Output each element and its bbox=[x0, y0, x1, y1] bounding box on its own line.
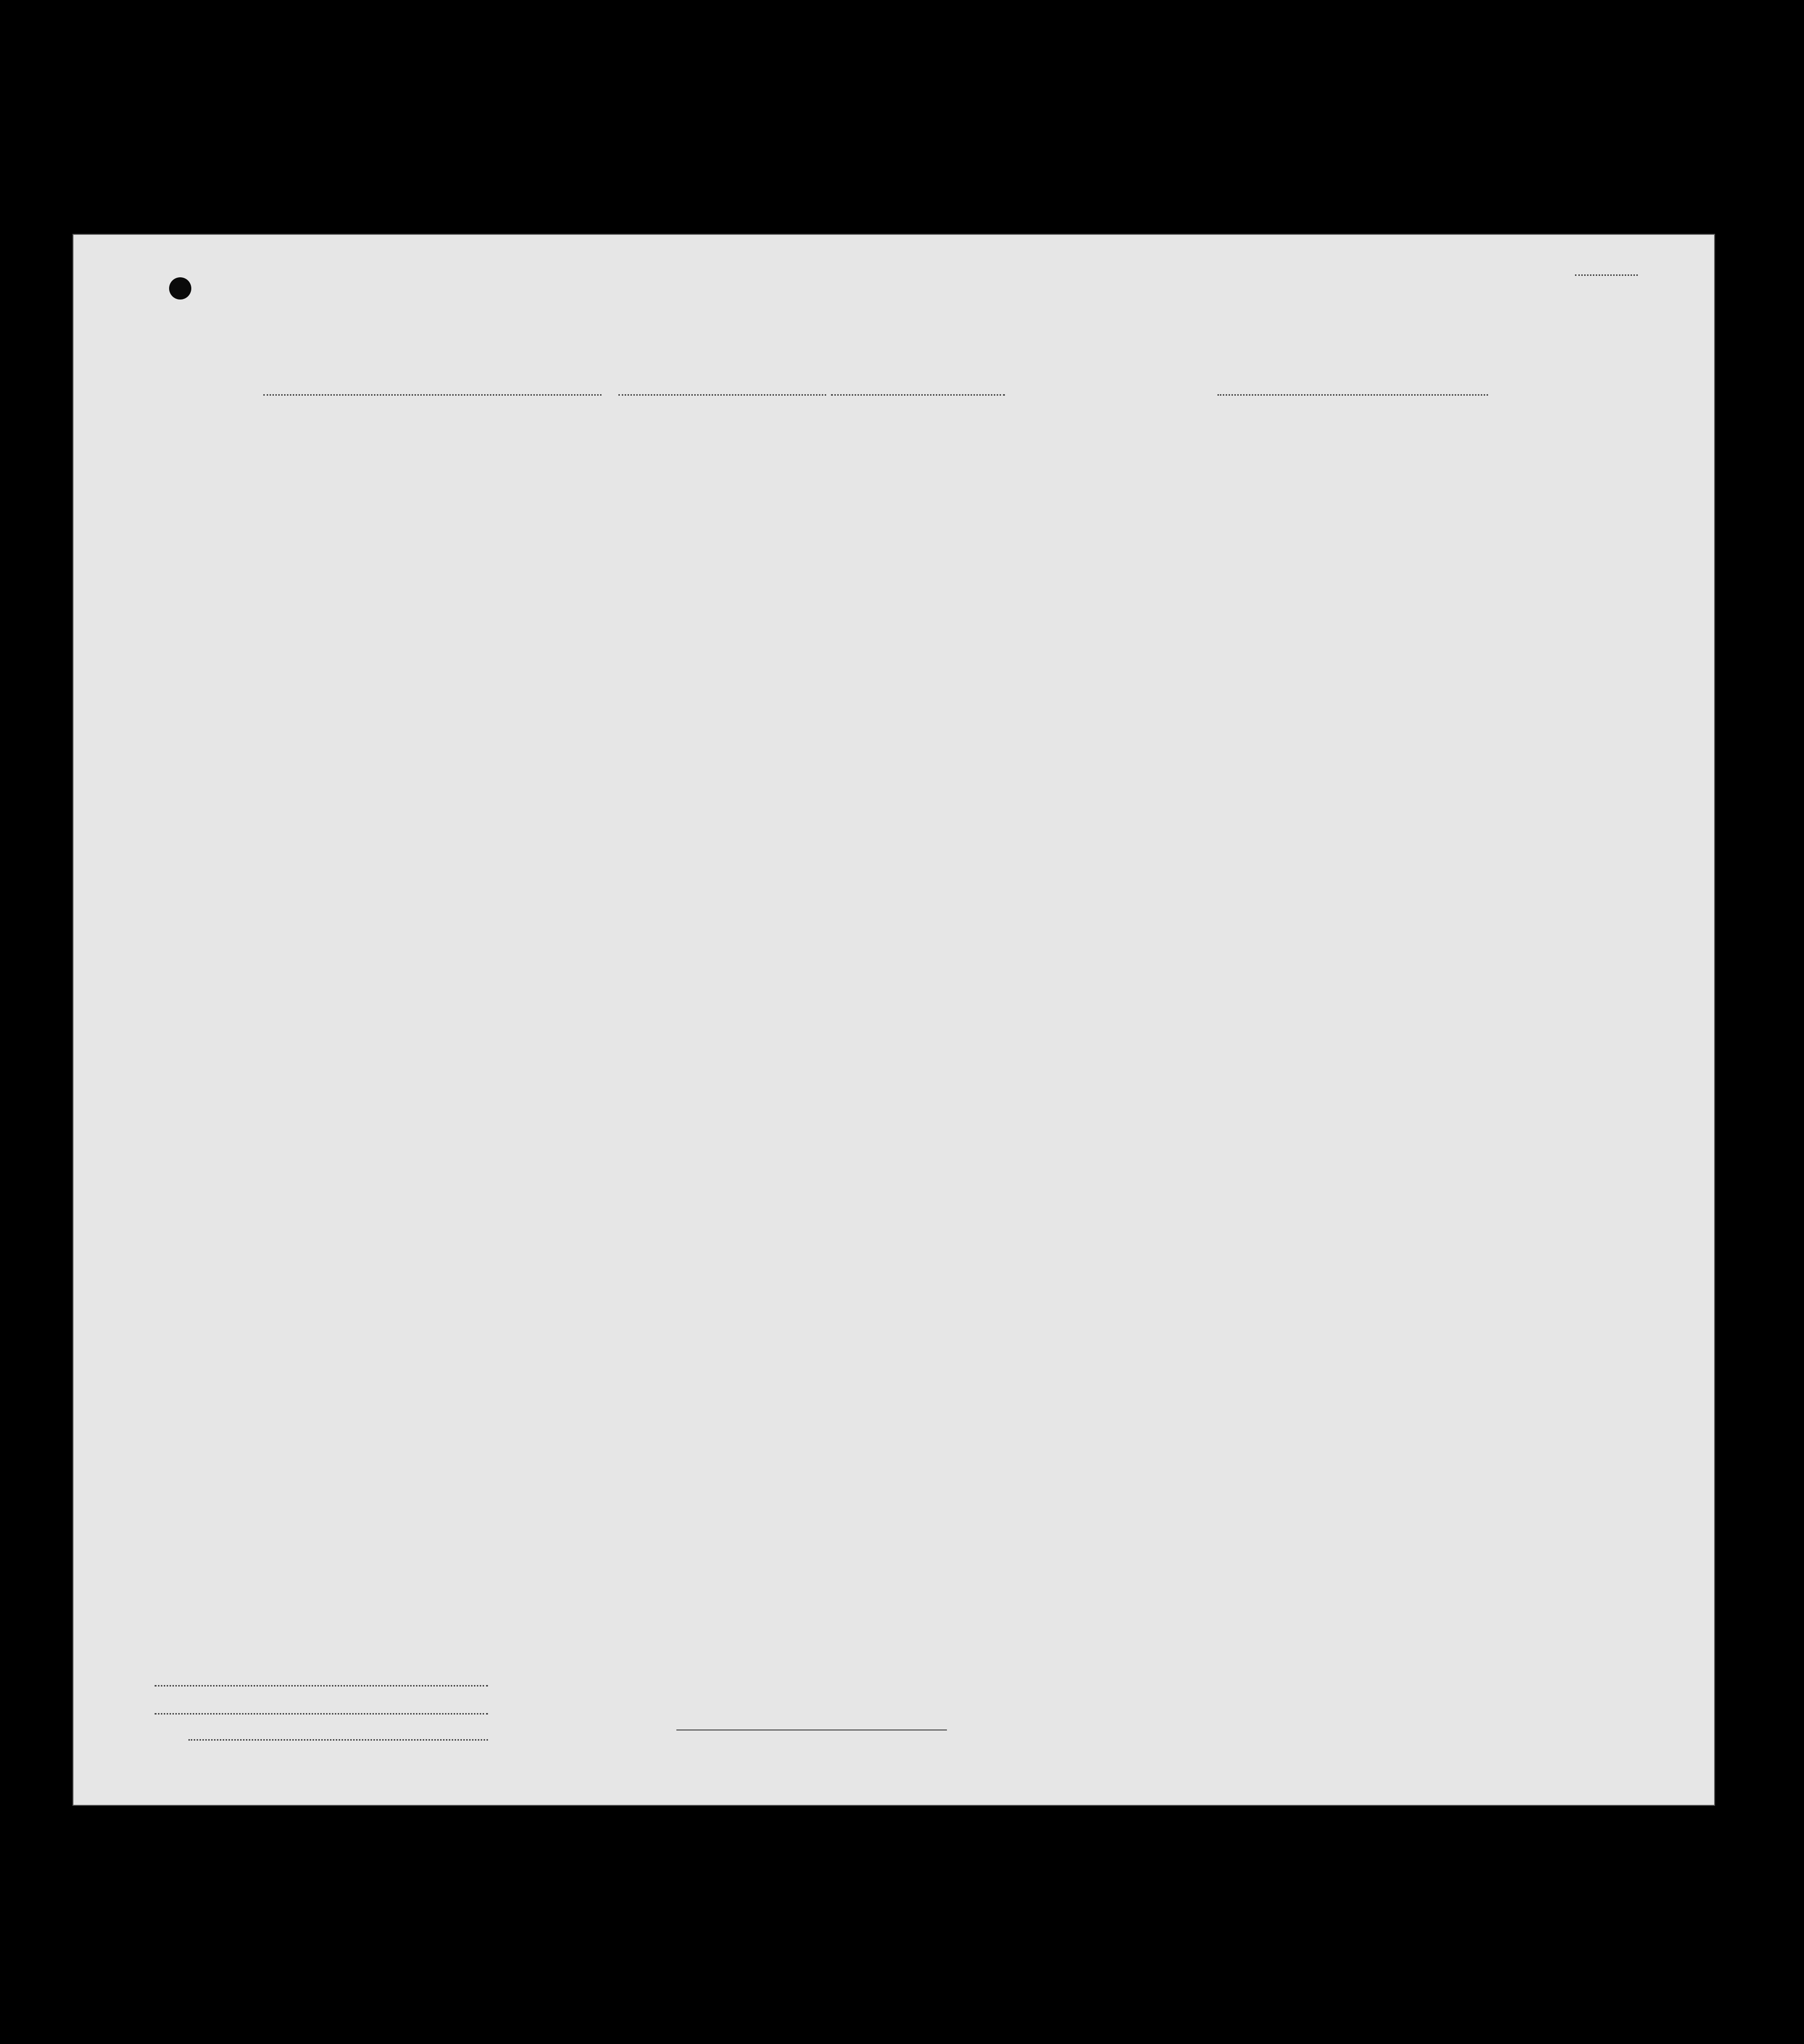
table-grid bbox=[72, 234, 1715, 1806]
agents-dotted bbox=[188, 1739, 488, 1741]
line-dotted bbox=[155, 1685, 488, 1687]
owners-dotted bbox=[155, 1713, 488, 1715]
film-edge bbox=[0, 0, 1804, 29]
manifest-sheet bbox=[72, 234, 1715, 1806]
